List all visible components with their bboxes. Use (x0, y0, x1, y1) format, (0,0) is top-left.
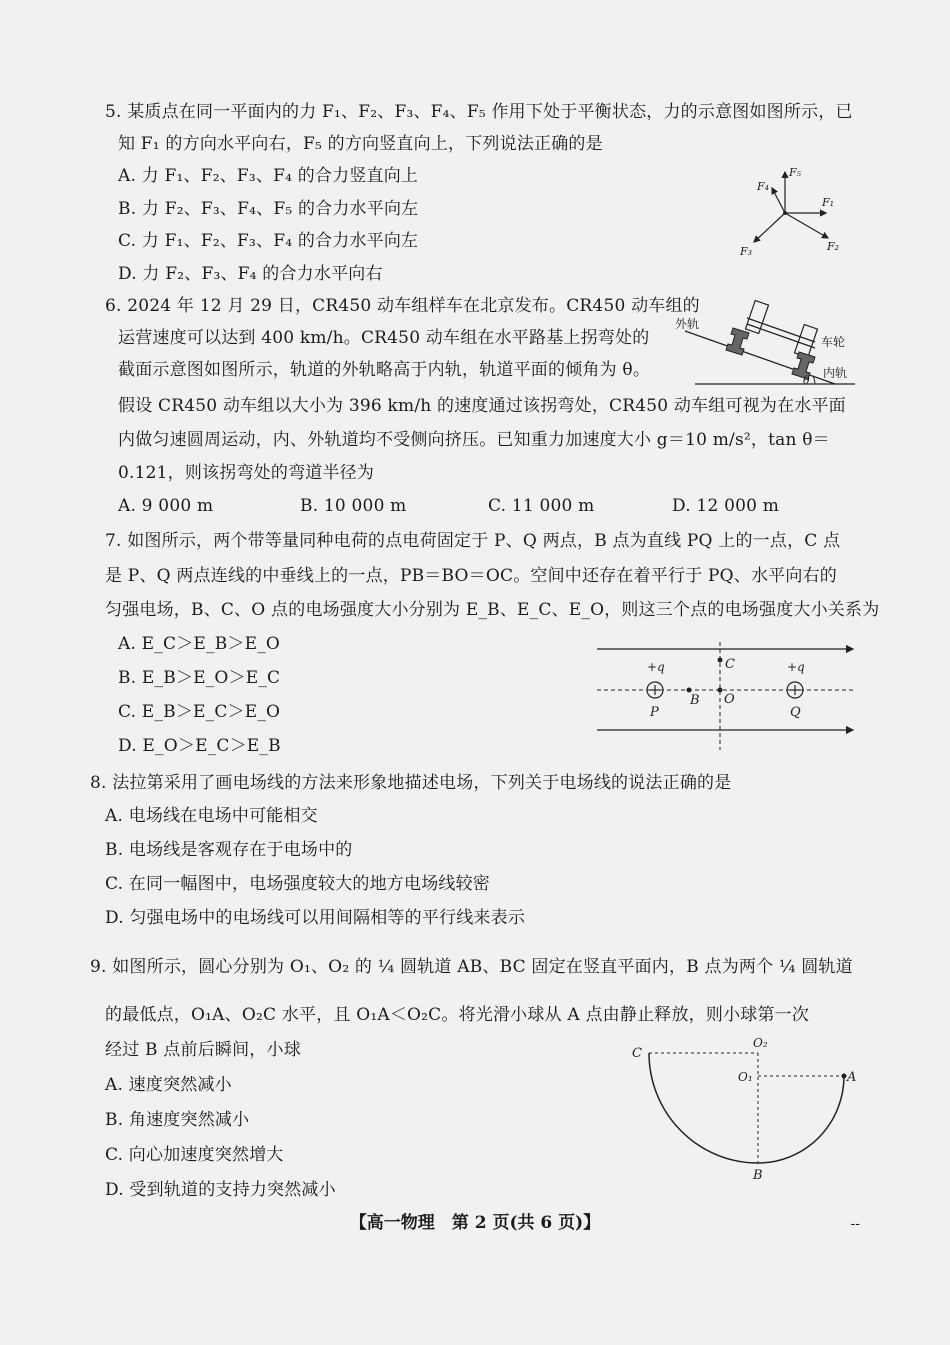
c-point-label: C (632, 1046, 642, 1061)
q7-option-c: C. E_B＞E_C＞E_O (118, 702, 281, 722)
theta-label: θ (803, 374, 810, 387)
q5-option-b: B. 力 F₂、F₃、F₄、F₅ 的合力水平向左 (118, 199, 419, 219)
page-footer: 【高一物理 第 2 页(共 6 页)】 (349, 1213, 601, 1233)
q6-option-a: A. 9 000 m (118, 496, 214, 516)
q8-option-b: B. 电场线是客观存在于电场中的 (105, 840, 353, 860)
q6-line4: 假设 CR450 动车组以大小为 396 km/h 的速度通过该拐弯处，CR450 动车组可视为在水平面 (118, 396, 846, 416)
o-label: O (724, 692, 735, 707)
wheel-label: 车轮 (821, 335, 846, 349)
q6-line3: 截面示意图如图所示，轨道的外轨略高于内轨，轨道平面的倾角为 θ。 (118, 360, 651, 380)
corner-mark: -- (850, 1216, 860, 1232)
q7-line2: 是 P、Q 两点连线的中垂线上的一点，PB＝BO＝OC。空间中还存在着平行于 PQ、水平向右的 (105, 566, 837, 586)
q7-option-d: D. E_O＞E_C＞E_B (118, 736, 281, 756)
f4-label: F₄ (757, 180, 770, 193)
q5-stem-line1: 5. 某质点在同一平面内的力 F₁、F₂、F₃、F₄、F₅ 作用下处于平衡状态，力的示意图如图所示，已 (105, 102, 853, 122)
q6-line2: 运营速度可以达到 400 km/h。CR450 动车组在水平路基上拐弯处的 (118, 328, 650, 348)
p-label: P (650, 705, 659, 720)
f5-label: F₅ (789, 166, 802, 179)
charge-p-label: +q (647, 660, 665, 674)
q7-line3: 匀强电场，B、C、O 点的电场强度大小分别为 E_B、E_C、E_O，则这三个点的电场强度大小关系为 (105, 600, 880, 620)
q5-option-d: D. 力 F₂、F₃、F₄ 的合力水平向右 (118, 264, 383, 284)
q6-line6: 0.121，则该拐弯处的弯道半径为 (118, 463, 375, 483)
q7-line1: 7. 如图所示，两个带等量同种电荷的点电荷固定于 P、Q 两点，B 点为直线 PQ 上的一点，C 点 (105, 531, 841, 551)
q9-line2: 的最低点，O₁A、O₂C 水平，且 O₁A＜O₂C。将光滑小球从 A 点由静止释放，则小球第一次 (105, 1005, 810, 1025)
q9-option-b: B. 角速度突然减小 (105, 1110, 250, 1130)
q8-option-a: A. 电场线在电场中可能相交 (105, 806, 318, 826)
f3-arrow (754, 213, 785, 242)
q6-line1: 6. 2024 年 12 月 29 日，CR450 动车组样车在北京发布。CR450 动车组的 (105, 296, 700, 316)
q5-option-a: A. 力 F₁、F₂、F₃、F₄ 的合力竖直向上 (118, 166, 419, 186)
q9-line3: 经过 B 点前后瞬间，小球 (105, 1040, 301, 1060)
q6-option-b: B. 10 000 m (300, 496, 407, 516)
q7-option-a: A. E_C＞E_B＞E_O (118, 634, 281, 654)
f3-label: F₃ (740, 245, 753, 258)
c-label: C (725, 657, 735, 672)
q8-option-d: D. 匀强电场中的电场线可以用间隔相等的平行线来表示 (105, 908, 526, 928)
inner-rail-label: 内轨 (823, 366, 848, 380)
q8-option-c: C. 在同一幅图中，电场强度较大的地方电场线较密 (105, 874, 491, 894)
q-label: Q (790, 705, 801, 720)
q6-line5: 内做匀速圆周运动，内、外轨道均不受侧向挤压。已知重力加速度大小 g＝10 m/s²，tan θ＝ (118, 430, 830, 450)
q9-line1: 9. 如图所示，圆心分别为 O₁、O₂ 的 ¼ 圆轨道 AB、BC 固定在竖直平面内，B 点为两个 ¼ 圆轨道 (90, 957, 853, 977)
q6-option-d: D. 12 000 m (672, 496, 780, 516)
q9-option-a: A. 速度突然减小 (105, 1075, 232, 1095)
q6-track-diagram (675, 296, 860, 391)
outer-rail-label: 外轨 (675, 317, 700, 331)
q9-track-diagram (630, 1035, 860, 1185)
q6-option-c: C. 11 000 m (488, 496, 595, 516)
charge-q-label: +q (787, 660, 805, 674)
q5-stem-line2: 知 F₁ 的方向水平向右，F₅ 的方向竖直向上，下列说法正确的是 (118, 134, 603, 154)
b-point-label: B (753, 1168, 763, 1183)
o1-label: O₁ (738, 1070, 753, 1084)
f2-arrow (785, 213, 828, 238)
q7-field-diagram (595, 640, 857, 752)
point-o (718, 688, 723, 693)
q8-stem: 8. 法拉第采用了画电场线的方法来形象地描述电场，下列关于电场线的说法正确的是 (90, 773, 732, 793)
point-b (687, 688, 692, 693)
q9-option-d: D. 受到轨道的支持力突然减小 (105, 1180, 336, 1200)
f2-label: F₂ (827, 240, 840, 253)
f1-label: F₁ (822, 196, 835, 209)
a-point-label: A (847, 1070, 857, 1085)
q7-option-b: B. E_B＞E_O＞E_C (118, 668, 281, 688)
point-c (718, 658, 723, 663)
b-label: B (690, 693, 700, 708)
o2-label: O₂ (753, 1036, 768, 1050)
f4-arrow (772, 188, 785, 213)
q5-force-diagram (740, 160, 860, 260)
arc-ab (758, 1076, 844, 1163)
q5-option-c: C. 力 F₁、F₂、F₃、F₄ 的合力水平向左 (118, 231, 419, 251)
q9-option-c: C. 向心加速度突然增大 (105, 1145, 284, 1165)
